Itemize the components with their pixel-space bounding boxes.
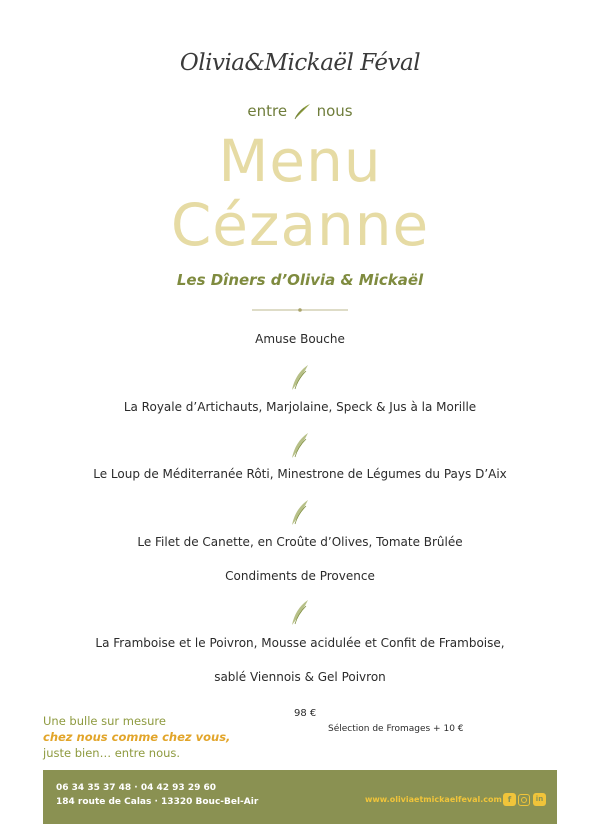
- menu-price: 98 €: [294, 708, 317, 719]
- menu-title-line2: Cézanne: [170, 191, 430, 259]
- brand-logo: Olivia&Mickaël Féval: [179, 50, 421, 76]
- facebook-icon[interactable]: f: [503, 793, 516, 806]
- course-dessert-line2: sablé Viennois & Gel Poivron: [214, 670, 386, 684]
- entre-nous-logo: [0, 102, 600, 120]
- leaf-divider-icon: [287, 597, 313, 627]
- leaf-divider-icon: [287, 430, 313, 460]
- tagline: [43, 713, 230, 761]
- instagram-lens: [521, 797, 527, 803]
- cheese-option: Sélection de Fromages + 10 €: [328, 724, 464, 734]
- course-amuse-bouche: Amuse Bouche: [255, 332, 345, 346]
- footer-phone[interactable]: 06 34 35 37 48 · 04 42 93 29 60: [56, 783, 216, 793]
- nous-word: nous: [316, 102, 353, 120]
- course-dessert: La Framboise et le Poivron, Mousse acidulée et Confit de Framboise,: [95, 636, 505, 650]
- course-duck-condiments: Condiments de Provence: [225, 569, 375, 583]
- leaf-divider-icon: [287, 497, 313, 527]
- tagline-line1: Une bulle sur mesure: [43, 714, 166, 728]
- leaf-icon: [292, 102, 312, 120]
- course-starter: La Royale d’Artichauts, Marjolaine, Speck & Jus à la Morille: [123, 400, 477, 414]
- menu-subtitle: Les Dîners d’Olivia & Mickaël: [176, 271, 424, 289]
- course-duck: Le Filet de Canette, en Croûte d’Olives, Tomate Brûlée: [137, 535, 463, 549]
- footer-website-link[interactable]: www.oliviaetmickaelfeval.com: [365, 795, 502, 804]
- footer-address: 184 route de Calas · 13320 Bouc-Bel-Air: [56, 797, 259, 807]
- linkedin-icon[interactable]: in: [533, 793, 546, 806]
- menu-title-line1: Menu: [218, 127, 382, 195]
- course-fish: Le Loup de Méditerranée Rôti, Minestrone de Légumes du Pays D’Aix: [93, 467, 507, 481]
- tagline-line3: juste bien… entre nous.: [43, 746, 181, 760]
- tagline-line2: chez nous comme chez vous,: [43, 730, 231, 744]
- separator-divider: [252, 305, 348, 315]
- instagram-icon[interactable]: [518, 794, 530, 806]
- entre-word: entre: [247, 102, 288, 120]
- leaf-divider-icon: [287, 362, 313, 392]
